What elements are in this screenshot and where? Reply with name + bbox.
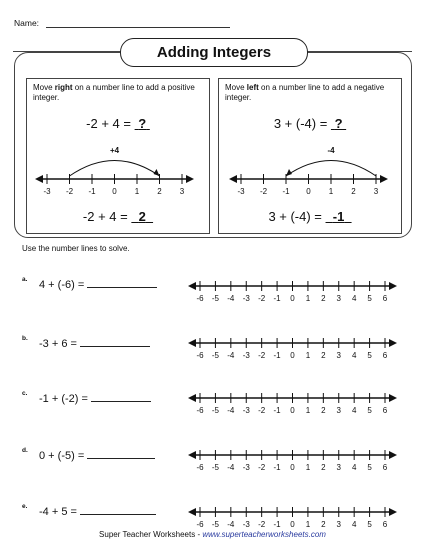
tick-label: -4 — [227, 294, 235, 303]
tick-label: -1 — [88, 187, 96, 196]
footer-brand: Super Teacher Worksheets - — [99, 530, 203, 539]
question-mark: ? — [334, 116, 343, 131]
answer-blank[interactable] — [80, 346, 150, 347]
left-arrowhead — [188, 508, 196, 516]
tick-label: 2 — [351, 187, 356, 196]
right-arrowhead — [389, 394, 397, 402]
tick-label: -1 — [273, 520, 281, 529]
tick-label: -2 — [258, 520, 266, 529]
tick-label: 4 — [351, 351, 357, 360]
tick-label: -3 — [242, 351, 250, 360]
equation-text: 3 + (-4) = — [273, 116, 328, 131]
description-text: Move — [225, 83, 247, 92]
direction-word: left — [246, 83, 259, 92]
answer-blank[interactable] — [91, 401, 151, 402]
description-text: on a number line to add a negative integer. — [225, 83, 385, 102]
equation-text: -2 + 4 = — [86, 116, 131, 131]
tick-label: -1 — [273, 463, 281, 472]
tick-label: -6 — [196, 520, 204, 529]
tick-label: 5 — [367, 463, 372, 472]
question-mark: ? — [138, 116, 147, 131]
tick-label: -3 — [242, 463, 250, 472]
tick-label: -1 — [273, 351, 281, 360]
problem-letter: d. — [22, 447, 28, 454]
tick-label: -2 — [258, 294, 266, 303]
tick-label: -4 — [227, 520, 235, 529]
right-arrowhead — [389, 339, 397, 347]
tick-label: -6 — [196, 406, 204, 415]
jump-arrow — [286, 161, 376, 177]
tick-label: -4 — [227, 406, 235, 415]
tick-label: -3 — [242, 520, 250, 529]
tick-label: 2 — [157, 187, 162, 196]
example-description — [225, 83, 401, 103]
tick-label: -5 — [211, 463, 219, 472]
jump-arrow — [70, 161, 160, 177]
tick-label: 6 — [382, 294, 388, 303]
tick-label: 1 — [328, 187, 334, 196]
tick-label: -5 — [211, 520, 219, 529]
tick-label: -6 — [196, 463, 204, 472]
name-blank-line[interactable] — [46, 27, 230, 28]
example-equation — [27, 116, 209, 131]
tick-label: 0 — [290, 406, 295, 415]
tick-label: -1 — [273, 406, 281, 415]
problem-letter: b. — [22, 335, 28, 342]
problem-number-line — [185, 277, 400, 311]
right-arrowhead — [380, 175, 388, 183]
tick-label: 4 — [351, 520, 357, 529]
tick-label: 2 — [321, 520, 326, 529]
tick-label: 2 — [321, 351, 326, 360]
tick-label: -3 — [237, 187, 245, 196]
tick-label: 0 — [290, 294, 295, 303]
tick-label: 6 — [382, 463, 388, 472]
tick-label: 0 — [290, 520, 295, 529]
tick-label: 3 — [336, 406, 341, 415]
tick-label: 6 — [382, 406, 388, 415]
tick-label: 3 — [373, 187, 379, 196]
problem-number-line — [185, 446, 400, 480]
tick-label: 3 — [179, 187, 185, 196]
tick-label: -2 — [258, 406, 266, 415]
tick-label: -4 — [227, 351, 235, 360]
tick-label: -6 — [196, 294, 204, 303]
tick-label: -1 — [273, 294, 281, 303]
tick-label: 1 — [134, 187, 140, 196]
tick-label: -3 — [242, 406, 250, 415]
right-arrowhead — [389, 508, 397, 516]
problem-expression: 4 + (-6) = — [39, 279, 157, 291]
tick-label: 1 — [305, 351, 311, 360]
problem-expression: -1 + (-2) = — [39, 393, 151, 405]
problem-letter: c. — [22, 390, 28, 397]
tick-label: -2 — [258, 463, 266, 472]
tick-label: -2 — [65, 187, 74, 196]
tick-label: 1 — [305, 406, 311, 415]
tick-label: 3 — [336, 463, 341, 472]
left-arrowhead — [188, 451, 196, 459]
answer-blank[interactable] — [87, 458, 155, 459]
tick-label: 1 — [305, 294, 311, 303]
right-arrowhead — [389, 282, 397, 290]
right-arrowhead — [186, 175, 194, 183]
tick-label: -2 — [258, 351, 266, 360]
problem-number-line — [185, 334, 400, 368]
directions-text: Use the number lines to solve. — [22, 244, 130, 253]
tick-label: 6 — [382, 520, 388, 529]
tick-label: -6 — [196, 351, 204, 360]
left-arrowhead — [188, 394, 196, 402]
answer-blank[interactable] — [87, 287, 157, 288]
tick-label: 5 — [367, 406, 372, 415]
description-text: on a number line to add a positive integer. — [33, 83, 195, 102]
problem-letter: e. — [22, 503, 28, 510]
tick-label: -1 — [282, 187, 290, 196]
tick-label: 1 — [305, 520, 311, 529]
tick-label: 3 — [336, 294, 341, 303]
page-title: Adding Integers — [120, 38, 308, 67]
tick-label: 5 — [367, 520, 372, 529]
tick-label: 0 — [306, 187, 311, 196]
problem-expression: -4 + 5 = — [39, 506, 156, 518]
description-text: Move — [33, 83, 55, 92]
tick-label: 5 — [367, 351, 372, 360]
tick-label: 5 — [367, 294, 372, 303]
example-answer-equation — [27, 209, 209, 224]
tick-label: 4 — [351, 463, 357, 472]
name-label: Name: — [14, 18, 40, 28]
left-arrowhead — [188, 282, 196, 290]
tick-label: 3 — [336, 520, 341, 529]
jump-label: -4 — [327, 146, 335, 155]
example-number-line — [27, 137, 209, 199]
equation-text: 3 + (-4) = — [268, 209, 322, 224]
tick-label: 1 — [305, 463, 311, 472]
tick-label: 6 — [382, 351, 388, 360]
problem-expression: -3 + 6 = — [39, 338, 150, 350]
tick-label: -2 — [259, 187, 268, 196]
tick-label: 2 — [321, 406, 326, 415]
footer — [0, 530, 425, 539]
example-box-left — [218, 78, 402, 234]
jump-label: +4 — [109, 146, 120, 155]
answer-blank[interactable] — [80, 514, 156, 515]
tick-label: -5 — [211, 294, 219, 303]
tick-label: 0 — [290, 463, 295, 472]
example-number-line — [219, 137, 401, 199]
tick-label: 4 — [351, 294, 357, 303]
problem-number-line — [185, 389, 400, 423]
example-box-right — [26, 78, 210, 234]
example-equation — [219, 116, 401, 131]
footer-url[interactable]: www.superteacherworksheets.com — [202, 530, 326, 539]
answer-value: 2 — [138, 209, 146, 224]
tick-label: -5 — [211, 406, 219, 415]
example-answer-equation — [219, 209, 401, 224]
tick-label: -5 — [211, 351, 219, 360]
example-description — [33, 83, 209, 103]
left-arrowhead — [35, 175, 43, 183]
tick-label: 2 — [321, 463, 326, 472]
tick-label: -3 — [43, 187, 51, 196]
direction-word: right — [54, 83, 73, 92]
problem-letter: a. — [22, 276, 28, 283]
equation-text: -2 + 4 = — [82, 209, 128, 224]
tick-label: 0 — [290, 351, 295, 360]
left-arrowhead — [188, 339, 196, 347]
tick-label: 3 — [336, 351, 341, 360]
tick-label: 2 — [321, 294, 326, 303]
left-arrowhead — [229, 175, 237, 183]
right-arrowhead — [389, 451, 397, 459]
answer-value: -1 — [332, 209, 345, 224]
tick-label: 4 — [351, 406, 357, 415]
problem-expression: 0 + (-5) = — [39, 450, 155, 462]
tick-label: -4 — [227, 463, 235, 472]
tick-label: 0 — [112, 187, 117, 196]
tick-label: -3 — [242, 294, 250, 303]
